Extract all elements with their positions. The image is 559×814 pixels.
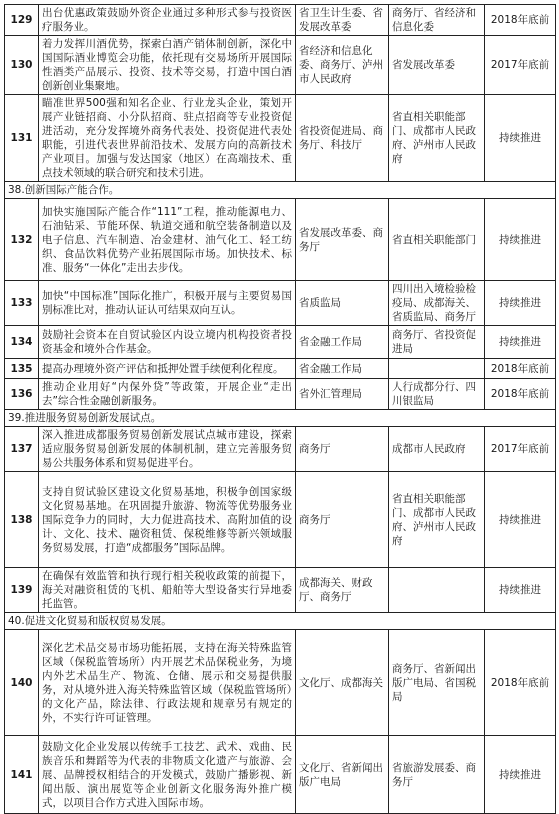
task-measure: 加快“中国标准”国际化推广，积极开展与主要贸易国别标准比对，推动认证认可结果双向互认。: [39, 281, 296, 326]
task-number: 140: [5, 630, 39, 736]
document-page: [4, 4, 555, 809]
task-measure: 推动企业用好“内保外贷”等政策，开展企业“走出去”综合性金融创新服务。: [39, 379, 296, 410]
deadline: 2018年底前: [485, 5, 556, 36]
task-number: 134: [5, 326, 39, 359]
lead-unit: 商务厅: [296, 472, 389, 568]
cooperating-unit: [389, 359, 485, 379]
cooperating-unit: 成都市人民政府: [389, 427, 485, 472]
deadline: 2018年底前: [485, 359, 556, 379]
deadline: 持续推进: [485, 326, 556, 359]
cooperating-unit: 省直相关职能部门: [389, 199, 485, 281]
task-number: 132: [5, 199, 39, 281]
table-row: [5, 5, 556, 36]
task-measure: 支持自贸试验区建设文化贸易基地，积极争创国家级文化贸易基地。在巩固提升旅游、物流等优势服务业国际竞争力的同时，大力促进高技术、高附加值的设计、文化、技术、融资租赁、保税维修等新兴领域服务贸易发展，打造“成都服务”国际品牌。: [39, 472, 296, 568]
task-number: 129: [5, 5, 39, 36]
table-row: [5, 326, 556, 359]
table-row: [5, 281, 556, 326]
lead-unit: 省金融工作局: [296, 359, 389, 379]
table-row: [5, 95, 556, 182]
task-measure: 着力发挥川酒优势，探索白酒产销体制创新，深化中国国际酒业博览会功能，依托现有交易场所开展国际性酒类产品展示、投资、技术等交易，打造中国白酒创新创业集聚地。: [39, 36, 296, 95]
cooperating-unit: 省旅游发展委、商务厅: [389, 736, 485, 814]
cooperating-unit: [389, 568, 485, 613]
table-row: [5, 568, 556, 613]
task-number: 135: [5, 359, 39, 379]
deadline: 持续推进: [485, 281, 556, 326]
lead-unit: 省质监局: [296, 281, 389, 326]
task-number: 138: [5, 472, 39, 568]
lead-unit: 商务厅: [296, 427, 389, 472]
deadline: 持续推进: [485, 95, 556, 182]
deadline: 持续推进: [485, 199, 556, 281]
deadline: 2018年底前: [485, 379, 556, 410]
task-number: 136: [5, 379, 39, 410]
task-measure: 鼓励社会资本在自贸试验区内设立境内机构投资者投资基金和境外合作基金。: [39, 326, 296, 359]
section-heading: 39.推进服务贸易创新发展试点。: [5, 410, 556, 427]
section-heading: 40.促进文化贸易和版权贸易发展。: [5, 613, 556, 630]
lead-unit: 成都海关、财政厅、商务厅: [296, 568, 389, 613]
task-measure: 鼓励文化企业发展以传统手工技艺、武术、戏曲、民族音乐和舞蹈等为代表的非物质文化遗产与旅游、会展、品牌授权相结合的开发模式，鼓励广播影视、新闻出版、演出展览等企业创新文化服务海外推广模式，以项目合作方式进入国际市场。: [39, 736, 296, 814]
lead-unit: 省金融工作局: [296, 326, 389, 359]
lead-unit: 省投资促进局、商务厅、科技厅: [296, 95, 389, 182]
task-number: 141: [5, 736, 39, 814]
task-number: 130: [5, 36, 39, 95]
lead-unit: 文化厅、省新闻出版广电局: [296, 736, 389, 814]
task-measure: 瞄准世界500强和知名企业、行业龙头企业，策划开展产业链招商、小分队招商、驻点招商等专业投资促进活动，充分发挥境外商务代表处、投资促进代表处职能，引进代表世界前沿技术、发展方向的高新技术产业项目。加强与发达国家（地区）在高端技术、重点技术领域的联合研究和技术引进。: [39, 95, 296, 182]
task-measure: 深化艺术品交易市场功能拓展，支持在海关特殊监管区域（保税监管场所）内开展艺术品保税业务，为境内外艺术品生产、物流、仓储、展示和交易提供服务，对从境外进入海关特殊监管区域（保税监管场所）的文化产品，除法律、行政法规和规章另有规定的外，不实行许可证管理。: [39, 630, 296, 736]
cooperating-unit: 省直相关职能部门、成都市人民政府、泸州市人民政府: [389, 95, 485, 182]
deadline: 2017年底前: [485, 427, 556, 472]
deadline: 2017年底前: [485, 36, 556, 95]
section-heading-row: [5, 182, 556, 199]
lead-unit: 省卫生计生委、省发展改革委: [296, 5, 389, 36]
task-table-body: [5, 5, 556, 814]
task-measure: 出台优惠政策鼓励外资企业通过多种形式参与投资医疗服务业。: [39, 5, 296, 36]
cooperating-unit: 商务厅、省新闻出版广电局、省国税局: [389, 630, 485, 736]
cooperating-unit: 省发展改革委: [389, 36, 485, 95]
section-heading-row: [5, 410, 556, 427]
lead-unit: 省外汇管理局: [296, 379, 389, 410]
lead-unit: 省发展改革委、商务厅: [296, 199, 389, 281]
table-row: [5, 379, 556, 410]
cooperating-unit: 四川出入境检验检疫局、成都海关、省质监局、商务厅: [389, 281, 485, 326]
section-heading-row: [5, 613, 556, 630]
deadline: 持续推进: [485, 568, 556, 613]
task-number: 139: [5, 568, 39, 613]
table-row: [5, 199, 556, 281]
table-row: [5, 736, 556, 814]
task-measure: 在确保有效监管和执行现行相关税收政策的前提下，海关对融资租赁的飞机、船舶等大型设备实行异地委托监管。: [39, 568, 296, 613]
task-measure: 加快实施国际产能合作“111”工程，推动能源电力、石油钻采、节能环保、轨道交通和航空装备制造以及电子信息、汽车制造、冶金建材、油气化工、轻工纺织、食品饮料优势产业拓展国际市场。加快技术、标准、服务“一体化”走出去步伐。: [39, 199, 296, 281]
table-row: [5, 472, 556, 568]
table-row: [5, 359, 556, 379]
task-number: 137: [5, 427, 39, 472]
cooperating-unit: 省直相关职能部门、成都市人民政府、泸州市人民政府: [389, 472, 485, 568]
deadline: 2018年底前: [485, 630, 556, 736]
task-number: 131: [5, 95, 39, 182]
lead-unit: 省经济和信息化委、商务厅、泸州市人民政府: [296, 36, 389, 95]
section-heading: 38.创新国际产能合作。: [5, 182, 556, 199]
task-table: [4, 4, 556, 814]
lead-unit: 文化厅、成都海关: [296, 630, 389, 736]
deadline: 持续推进: [485, 736, 556, 814]
task-measure: 深入推进成都服务贸易创新发展试点城市建设，探索适应服务贸易创新发展的体制机制，建立完善服务贸易公共服务体系和贸易促进平台。: [39, 427, 296, 472]
cooperating-unit: 人行成都分行、四川银监局: [389, 379, 485, 410]
table-row: [5, 630, 556, 736]
deadline: 持续推进: [485, 472, 556, 568]
task-measure: 提高办理境外资产评估和抵押处置手续便利化程度。: [39, 359, 296, 379]
cooperating-unit: 商务厅、省经济和信息化委: [389, 5, 485, 36]
task-number: 133: [5, 281, 39, 326]
table-row: [5, 36, 556, 95]
cooperating-unit: 商务厅、省投资促进局: [389, 326, 485, 359]
table-row: [5, 427, 556, 472]
